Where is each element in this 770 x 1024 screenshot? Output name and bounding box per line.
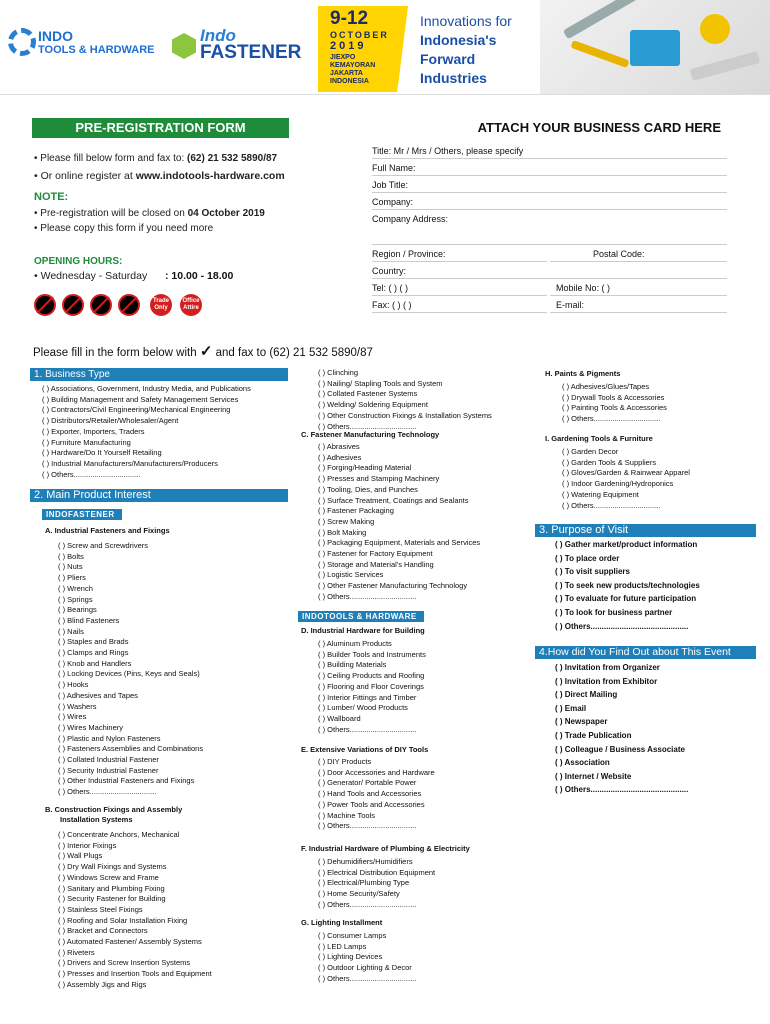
checkbox-option[interactable]: ( ) Exporter, Importers, Traders: [42, 426, 145, 436]
checkbox-option[interactable]: ( ) Fastener for Factory Equipment: [318, 549, 433, 559]
found-out-list: [555, 661, 688, 797]
event-venue: JIEXPO KEMAYORAN JAKARTA INDONESIA: [330, 54, 376, 85]
checkbox-option[interactable]: ( ) Other Industrial Fasteners and Fixings: [58, 776, 195, 786]
checkbox-option[interactable]: ( ) Invitation from Organizer: [555, 663, 660, 672]
checkbox-option[interactable]: ( ) Clinching: [318, 368, 359, 377]
mobile-field[interactable]: Mobile No: ( ): [550, 282, 727, 296]
event-date: 9-12: [330, 8, 369, 29]
saw-icon: [690, 51, 761, 81]
opening-hours-time: : 10.00 - 18.00: [165, 270, 234, 282]
category-e-list: [318, 757, 435, 832]
wrench-icon: [563, 0, 637, 39]
checkbox-option[interactable]: ( ) Gloves/Garden & Rainwear Apparel: [562, 468, 690, 478]
checkbox-option[interactable]: ( ) Security Fastener for Building: [58, 894, 166, 904]
checkbox-option[interactable]: ( ) Other Construction Fixings & Installation Systems: [318, 410, 492, 420]
indo-tools-logo-text: INDO: [38, 28, 73, 44]
tagline-line-2: Indonesia's: [420, 32, 497, 48]
event-year: 2019: [330, 40, 367, 52]
checkbox-option[interactable]: ( ) Trade Publication: [555, 730, 632, 740]
checkbox-option[interactable]: ( ) Roofing and Solar Installation Fixing: [58, 915, 188, 925]
checkbox-option[interactable]: ( ) To seek new products/technologies: [555, 580, 700, 590]
category-a-title: A. Industrial Fasteners and Fixings: [45, 526, 170, 535]
checkbox-option[interactable]: ( ) Painting Tools & Accessories: [562, 403, 667, 413]
checkbox-option[interactable]: ( ) Screw Making: [318, 516, 375, 526]
note-closing-text: • Pre-registration will be closed on: [34, 208, 188, 219]
checkbox-option[interactable]: ( ) Wall Plugs: [58, 851, 103, 861]
checkbox-option[interactable]: ( ) Others................................: [318, 724, 417, 734]
checkbox-option[interactable]: ( ) Fastener Packaging: [318, 506, 394, 516]
checkbox-option[interactable]: ( ) Distributors/Retailer/Wholesaler/Agent: [42, 416, 179, 426]
checkbox-option[interactable]: ( ) Others................................: [318, 899, 417, 909]
checkbox-option[interactable]: ( ) Collated Industrial Fastener: [58, 755, 159, 765]
indotools-label: INDOTOOLS & HARDWARE: [298, 611, 424, 622]
checkbox-option[interactable]: ( ) Adhesives/Glues/Tapes: [562, 382, 650, 391]
checkbox-option[interactable]: ( ) Adhesives and Tapes: [58, 690, 138, 700]
checkbox-option[interactable]: ( ) Outdoor Lighting & Decor: [318, 963, 412, 973]
tagline-line-3: Forward: [420, 51, 476, 67]
checkbox-option[interactable]: ( ) Presses and Stamping Machinery: [318, 474, 440, 484]
checkbox-option[interactable]: ( ) Sanitary and Plumbing Fixing: [58, 883, 165, 893]
checkbox-option[interactable]: ( ) Others................................: [58, 787, 157, 797]
full-name-field[interactable]: Full Name:: [372, 162, 727, 176]
checkbox-option[interactable]: ( ) Clamps and Rings: [58, 648, 129, 658]
checkbox-option[interactable]: ( ) Assembly Jigs and Rigs: [58, 979, 147, 989]
register-url[interactable]: www.indotools-hardware.com: [135, 170, 285, 182]
company-field[interactable]: Company:: [372, 196, 727, 210]
checkbox-option[interactable]: ( ) Contractors/Civil Engineering/Mechanical Engineering: [42, 405, 231, 415]
checkbox-option[interactable]: ( ) Dry Wall Fixings and Systems: [58, 862, 167, 872]
checkbox-option[interactable]: ( ) Indoor Gardening/Hydroponics: [562, 479, 674, 489]
checkbox-option[interactable]: ( ) Storage and Material's Handling: [318, 559, 434, 569]
checkbox-option[interactable]: ( ) Garden Tools & Suppliers: [562, 457, 657, 467]
checkbox-option[interactable]: ( ) Other Fastener Manufacturing Technology: [318, 581, 468, 591]
checkbox-option[interactable]: ( ) Others................................: [562, 414, 661, 424]
hexagon-logo-icon: [172, 33, 196, 59]
job-title-field[interactable]: Job Title:: [372, 179, 727, 193]
checkbox-option[interactable]: ( ) Wallboard: [318, 713, 361, 723]
checkbox-option[interactable]: ( ) Hooks: [58, 680, 89, 690]
checkbox-option[interactable]: ( ) Others................................: [42, 469, 141, 479]
title-field[interactable]: Title: Mr / Mrs / Others, please specify: [372, 145, 727, 159]
indo-fastener-logo-text: Indo: [200, 26, 236, 45]
instruction-fax: and fax to (62) 21 532 5890/87: [215, 347, 373, 359]
checkbox-option[interactable]: ( ) Collated Fastener Systems: [318, 389, 418, 399]
category-c-list: [318, 442, 480, 603]
company-address-field[interactable]: Company Address:: [372, 213, 727, 245]
checkbox-option[interactable]: ( ) Electrical/Plumbing Type: [318, 878, 410, 888]
trade-only-badge: Trade Only: [150, 294, 172, 316]
attach-card-title: ATTACH YOUR BUSINESS CARD HERE: [477, 120, 721, 135]
no-children-icon: [34, 294, 56, 316]
checkbox-option[interactable]: ( ) Riveters: [58, 947, 95, 957]
found-out-header: 4.How did You Find Out about This Event: [535, 646, 756, 659]
checkbox-option[interactable]: ( ) Washers: [58, 701, 97, 711]
category-i-list: [562, 447, 690, 511]
checkbox-option[interactable]: ( ) Others................................: [318, 973, 417, 983]
checkbox-option[interactable]: ( ) Hardware/Do It Yourself Retailing: [42, 448, 162, 458]
indofastener-label: INDOFASTENER: [42, 509, 122, 520]
checkbox-option[interactable]: ( ) Ceiling Products and Roofing: [318, 671, 425, 681]
checkbox-option[interactable]: ( ) Consumer Lamps: [318, 931, 387, 940]
drill-icon: [630, 30, 680, 66]
checkbox-option[interactable]: ( ) To look for business partner: [555, 607, 673, 617]
checkbox-option[interactable]: ( ) Abrasives: [318, 442, 360, 451]
checkbox-option[interactable]: ( ) To visit suppliers: [555, 567, 630, 577]
checkbox-option[interactable]: ( ) Home Security/Safety: [318, 889, 400, 899]
checkbox-option[interactable]: ( ) Watering Equipment: [562, 489, 639, 499]
business-type-header: 1. Business Type: [30, 368, 288, 381]
checkbox-option[interactable]: ( ) Plastic and Nylon Fasteners: [58, 733, 161, 743]
category-e-title: E. Extensive Variations of DIY Tools: [301, 745, 429, 754]
instruction-text: Please fill in the form below with: [33, 347, 197, 359]
purpose-list: [555, 538, 700, 633]
category-d-list: [318, 639, 426, 735]
category-b-title: B. Construction Fixings and Assembly: [45, 805, 183, 814]
checkbox-option[interactable]: ( ) Flooring and Floor Coverings: [318, 681, 424, 691]
checkbox-option[interactable]: ( ) Staples and Brads: [58, 637, 129, 647]
checkbox-option[interactable]: ( ) Interior Fittings and Timber: [318, 692, 417, 702]
no-camera-icon: [118, 294, 140, 316]
checkbox-option[interactable]: ( ) Drywall Tools & Accessories: [562, 392, 665, 402]
checkbox-option[interactable]: ( ) Stainless Steel Fixings: [58, 904, 143, 914]
category-i-title: I. Gardening Tools & Furniture: [545, 434, 653, 443]
checkbox-option[interactable]: ( ) Knob and Handlers: [58, 658, 132, 668]
checkbox-option[interactable]: ( ) Internet / Website: [555, 771, 632, 781]
product-interest-header: 2. Main Product Interest: [30, 489, 288, 502]
checkbox-option[interactable]: ( ) Associations, Government, Industry Media, and Publications: [42, 384, 251, 393]
checkbox-option[interactable]: ( ) Packaging Equipment, Materials and Services: [318, 538, 481, 548]
opening-hours-label: OPENING HOURS:: [34, 256, 123, 267]
checkbox-option[interactable]: ( ) Building Materials: [318, 660, 387, 670]
checkbox-option[interactable]: ( ) Gather market/product information: [555, 540, 698, 549]
checkbox-option[interactable]: ( ) Interior Fixings: [58, 840, 117, 850]
fax-number: (62) 21 532 5890/87: [187, 153, 278, 164]
checkbox-option[interactable]: ( ) Industrial Manufacturers/Manufacturers/Producers: [42, 458, 218, 468]
tape-icon: [700, 14, 730, 44]
checkbox-option[interactable]: ( ) Bolt Making: [318, 527, 367, 537]
fax-instruction-text: • Please fill below form and fax to:: [34, 153, 188, 164]
business-type-list: [42, 384, 251, 480]
checkbox-option[interactable]: ( ) Adhesives: [318, 452, 362, 462]
checkbox-option[interactable]: ( ) Lumber/ Wood Products: [318, 703, 408, 713]
checkbox-option[interactable]: ( ) Furniture Manufacturing: [42, 437, 131, 447]
checkbox-option[interactable]: ( ) Locking Devices (Pins, Keys and Seals): [58, 669, 200, 679]
checkbox-option[interactable]: ( ) Pliers: [58, 573, 86, 583]
checkbox-option[interactable]: ( ) To place order: [555, 553, 620, 563]
checkbox-option[interactable]: ( ) Direct Mailing: [555, 690, 618, 700]
checkbox-option[interactable]: ( ) Lighting Devices: [318, 952, 383, 962]
office-attire-badge: Office Attire: [180, 294, 202, 316]
email-field[interactable]: E-mail:: [550, 299, 727, 313]
checkbox-option[interactable]: ( ) Others............................................: [555, 621, 689, 631]
checkbox-option[interactable]: ( ) Garden Decor: [562, 447, 619, 456]
region-field[interactable]: Region / Province:: [372, 248, 547, 262]
checkbox-option[interactable]: ( ) Builder Tools and Instruments: [318, 649, 426, 659]
checkbox-option[interactable]: ( ) Door Accessories and Hardware: [318, 767, 435, 777]
checkbox-option[interactable]: ( ) Concentrate Anchors, Mechanical: [58, 830, 180, 839]
checkbox-option[interactable]: ( ) Bearings: [58, 605, 97, 615]
checkbox-option[interactable]: ( ) Building Management and Safety Management Services: [42, 394, 239, 404]
tools-photo: [540, 0, 770, 95]
checkbox-option[interactable]: ( ) Logistic Services: [318, 570, 384, 580]
no-smoking-icon: [62, 294, 84, 316]
checkbox-option[interactable]: ( ) Drivers and Screw Insertion Systems: [58, 958, 191, 968]
instruction-line: [33, 342, 373, 360]
checkbox-option[interactable]: ( ) Others................................: [318, 421, 417, 431]
checkbox-option[interactable]: ( ) Email: [555, 703, 587, 713]
note-label: NOTE:: [34, 191, 69, 203]
checkbox-option[interactable]: ( ) Nails: [58, 626, 84, 636]
checkbox-option[interactable]: ( ) Aluminum Products: [318, 639, 392, 648]
checkbox-option[interactable]: ( ) Presses and Insertion Tools and Equipment: [58, 969, 212, 979]
checkbox-option[interactable]: ( ) Automated Fastener/ Assembly Systems: [58, 937, 202, 947]
checkbox-option[interactable]: ( ) Others............................................: [555, 785, 689, 795]
checkbox-option[interactable]: ( ) Hand Tools and Accessories: [318, 789, 422, 799]
checkbox-option[interactable]: ( ) Colleague / Business Associate: [555, 744, 685, 754]
checkbox-option[interactable]: ( ) Power Tools and Accessories: [318, 799, 425, 809]
online-instruction: [34, 170, 285, 182]
online-instruction-text: • Or online register at: [34, 170, 136, 182]
checkbox-option[interactable]: ( ) Bracket and Connectors: [58, 926, 148, 936]
checkbox-option[interactable]: ( ) Forging/Heading Material: [318, 463, 412, 473]
checkbox-option[interactable]: ( ) Bolts: [58, 551, 84, 561]
pre-registration-title: PRE-REGISTRATION FORM: [32, 118, 289, 138]
tel-field[interactable]: Tel: ( ) ( ): [372, 282, 547, 296]
checkbox-option[interactable]: ( ) Invitation from Exhibitor: [555, 676, 658, 686]
fax-instruction: [34, 153, 277, 164]
checkbox-option[interactable]: ( ) Newspaper: [555, 717, 608, 727]
age-limit-icon: [90, 294, 112, 316]
category-d-title: D. Industrial Hardware for Building: [301, 626, 425, 635]
note-copy: • Please copy this form if you need more: [34, 223, 214, 234]
checkbox-option[interactable]: ( ) Dehumidifiers/Humidifiers: [318, 857, 413, 866]
opening-hours-days: • Wednesday - Saturday: [34, 270, 148, 282]
checkbox-option[interactable]: ( ) Blind Fasteners: [58, 615, 120, 625]
checkbox-option[interactable]: ( ) Nuts: [58, 562, 83, 572]
checkbox-option[interactable]: ( ) Security Industrial Fastener: [58, 765, 159, 775]
checkbox-option[interactable]: ( ) Wrench: [58, 583, 93, 593]
tagline-line-1: Innovations for: [420, 13, 512, 29]
closing-date: 04 October 2019: [187, 208, 265, 219]
category-b-list: [58, 830, 212, 991]
event-month: OCTOBER: [330, 30, 389, 40]
checkbox-option[interactable]: ( ) Wires: [58, 712, 87, 722]
category-f-list: [318, 857, 435, 911]
header-banner: [0, 0, 770, 95]
indo-fastener-logo-subtext: FASTENER: [200, 42, 302, 63]
checkbox-option[interactable]: ( ) Generator/ Portable Power: [318, 778, 417, 788]
checkbox-option[interactable]: ( ) Welding/ Soldering Equipment: [318, 400, 428, 410]
checkbox-option[interactable]: ( ) Wires Machinery: [58, 722, 124, 732]
gear-icon: [8, 28, 36, 56]
fax-field[interactable]: Fax: ( ) ( ): [372, 299, 547, 313]
category-b-continued-list: [318, 368, 492, 432]
checkbox-option[interactable]: ( ) Surface Treatment, Coatings and Sealants: [318, 495, 469, 505]
indo-tools-logo-subtext: TOOLS & HARDWARE: [38, 44, 155, 56]
checkbox-option[interactable]: ( ) Nailing/ Stapling Tools and System: [318, 378, 443, 388]
category-h-title: H. Paints & Pigments: [545, 369, 621, 378]
checkbox-option[interactable]: ( ) LED Lamps: [318, 941, 367, 951]
postal-code-field[interactable]: Postal Code:: [550, 248, 727, 262]
checkbox-option[interactable]: ( ) Springs: [58, 594, 93, 604]
note-closing: [34, 208, 265, 219]
checkbox-option[interactable]: ( ) Others................................: [318, 821, 417, 831]
category-g-list: [318, 931, 416, 985]
checkbox-option[interactable]: ( ) DIY Products: [318, 757, 372, 766]
checkbox-option[interactable]: ( ) Others................................: [562, 500, 661, 510]
tagline-line-4: Industries: [420, 70, 487, 86]
country-field[interactable]: Country:: [372, 265, 727, 279]
checkbox-option[interactable]: ( ) Windows Screw and Frame: [58, 872, 159, 882]
checkbox-option[interactable]: ( ) Tooling, Dies, and Punches: [318, 484, 418, 494]
checkbox-option[interactable]: ( ) Machine Tools: [318, 810, 375, 820]
checkbox-option[interactable]: ( ) To evaluate for future participation: [555, 594, 697, 604]
checkbox-option[interactable]: ( ) Fasteners Assemblies and Combinations: [58, 744, 204, 754]
category-c-title: C. Fastener Manufacturing Technology: [301, 430, 440, 439]
category-a-list: [58, 541, 203, 798]
screwdriver-icon: [570, 40, 629, 68]
checkbox-option[interactable]: ( ) Electrical Distribution Equipment: [318, 867, 436, 877]
category-h-list: [562, 382, 667, 425]
category-g-title: G. Lighting Installment: [301, 918, 383, 927]
tagline: [420, 12, 540, 88]
category-f-title: F. Industrial Hardware of Plumbing & Electricity: [301, 844, 470, 853]
category-b-subtitle: Installation Systems: [60, 815, 133, 824]
checkbox-option[interactable]: ( ) Others................................: [318, 591, 417, 601]
checkbox-option[interactable]: ( ) Association: [555, 758, 610, 768]
checkmark-icon: ✓: [199, 343, 213, 360]
checkbox-option[interactable]: ( ) Screw and Screwdrivers: [58, 541, 149, 550]
purpose-header: 3. Purpose of Visit: [535, 524, 756, 537]
